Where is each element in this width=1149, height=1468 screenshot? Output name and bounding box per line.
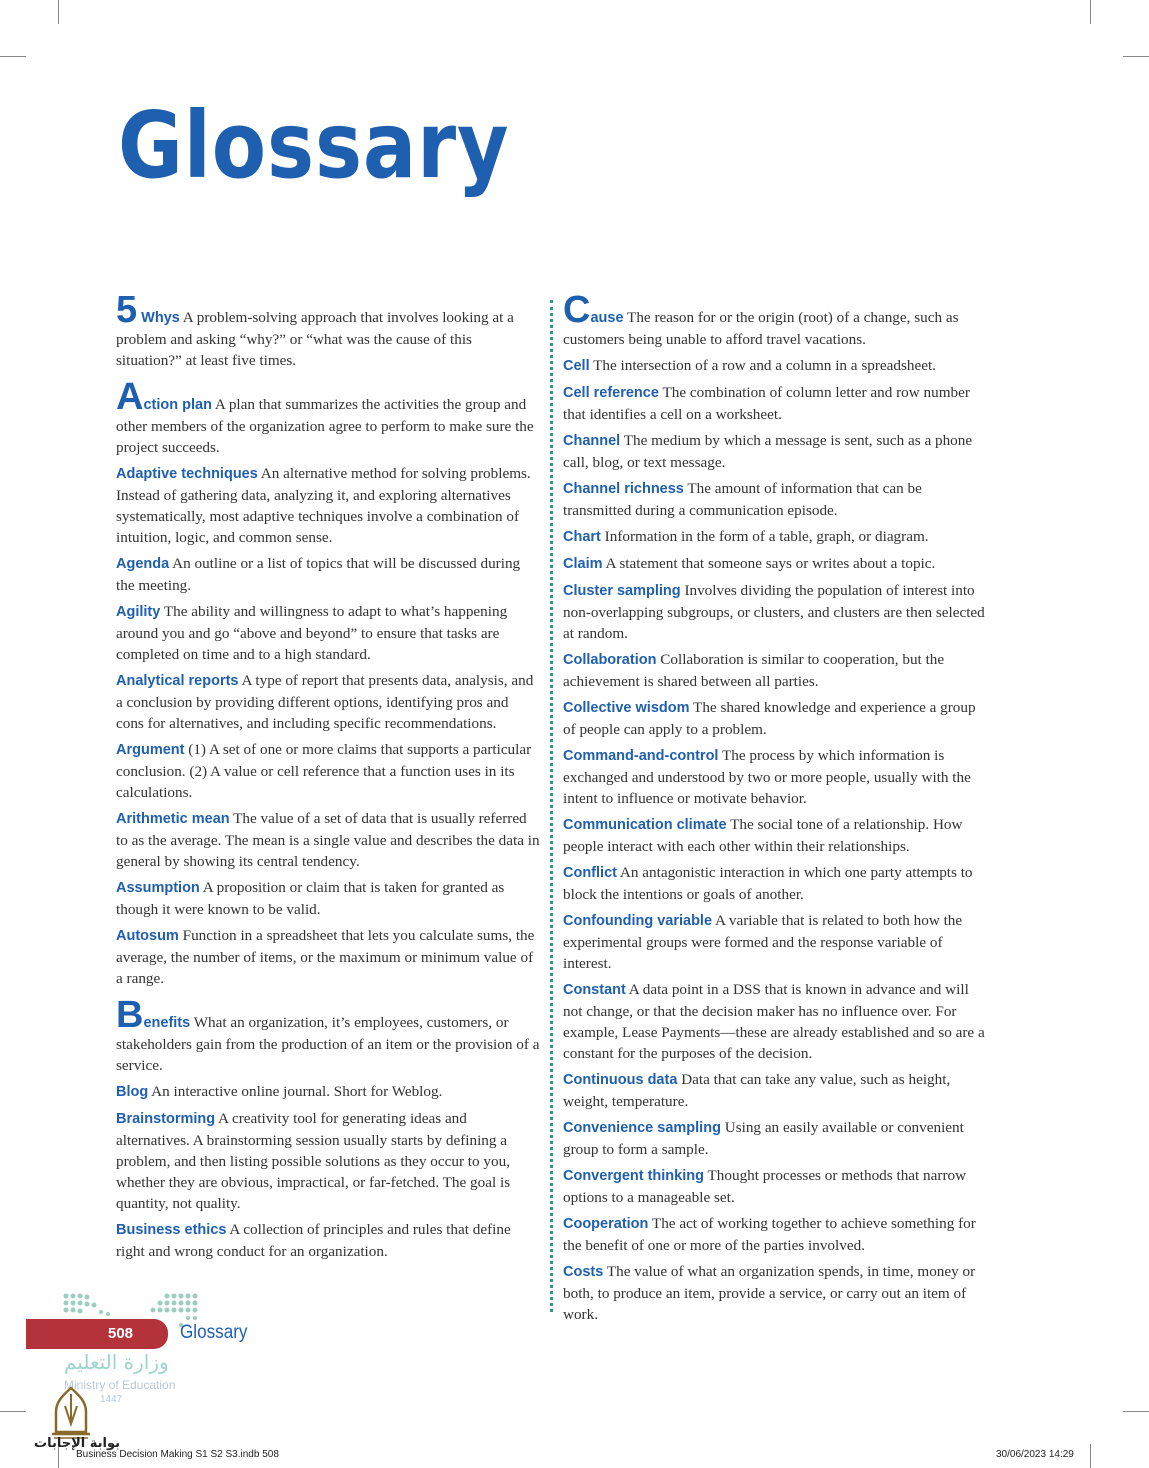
glossary-left-column (116, 289, 540, 1267)
glossary-entry (563, 1261, 988, 1325)
glossary-entry (116, 376, 540, 458)
glossary-definition: An alternative method for solving problems. Instead of gathering data, analyzing it, and exploring alternatives systematically, most adaptive techniques involve a combination of intuition, logic, and common sense. (116, 465, 531, 546)
glossary-entry (116, 925, 540, 989)
glossary-term: Autosum (116, 928, 179, 944)
glossary-definition: A creativity tool for generating ideas and alternatives. A brainstorming session usually starts by defining a problem, and then listing possible solutions as they occur to you, whether they are obvious, impractical, or far-fetched. The goal is quantity, not quality. (116, 1110, 511, 1212)
glossary-definition: A problem-solving approach that involves looking at a problem and asking “why?” or “what was the cause of this situation?” at least five times. (116, 309, 514, 369)
glossary-term: Analytical reports (116, 673, 239, 689)
glossary-definition: The combination of column letter and row number that identifies a cell on a worksheet. (563, 384, 970, 423)
glossary-definition: A proposition or claim that is taken for granted as though it were known to be valid. (116, 879, 505, 918)
glossary-entry (563, 814, 988, 857)
glossary-term: Collaboration (563, 652, 657, 668)
crop-mark (0, 56, 26, 57)
glossary-definition: The shared knowledge and experience a group of people can apply to a problem. (563, 699, 976, 738)
page-number-tab (26, 1319, 168, 1349)
section-initial-letter: A (116, 376, 144, 418)
glossary-term: Convenience sampling (563, 1120, 721, 1136)
glossary-definition: (1) A set of one or more claims that supports a particular conclusion. (2) A value or cell reference that a function uses in its calculations. (116, 741, 532, 801)
ministry-name-english: Ministry of Education (64, 1378, 176, 1392)
glossary-term: ause (590, 310, 624, 326)
glossary-definition: A collection of principles and rules that define right and wrong conduct for an organization. (116, 1221, 511, 1260)
glossary-term: Cluster sampling (563, 583, 681, 599)
glossary-entry (116, 670, 540, 734)
glossary-entry (116, 1219, 540, 1262)
glossary-term: Conflict (563, 865, 617, 881)
page-title: Glossary (118, 92, 510, 199)
glossary-right-column (563, 289, 988, 1330)
glossary-entry (116, 1081, 540, 1103)
print-slug-date: 30/06/2023 14:29 (996, 1449, 1074, 1460)
glossary-definition: The intersection of a row and a column in a spreadsheet. (589, 357, 936, 374)
glossary-definition: The ability and willingness to adapt to what’s happening around you and go “above and beyond” to ensure that tasks are completed on time and to a high standard. (116, 603, 508, 663)
glossary-term: Costs (563, 1264, 604, 1280)
glossary-term: ction plan (143, 397, 212, 413)
glossary-entry (563, 289, 988, 350)
glossary-term: Adaptive techniques (116, 466, 258, 482)
glossary-term: Confounding variable (563, 913, 713, 929)
glossary-definition: A variable that is related to both how the experimental groups were formed and the response variable of interest. (563, 912, 963, 972)
glossary-term: enefits (143, 1015, 191, 1031)
glossary-term: Business ethics (116, 1222, 227, 1238)
glossary-term: Assumption (116, 880, 200, 896)
glossary-entry (563, 553, 988, 575)
glossary-definition: An interactive online journal. Short for Weblog. (148, 1083, 443, 1100)
page-number: 508 (108, 1325, 134, 1342)
glossary-entry (563, 1165, 988, 1208)
glossary-definition: What an organization, it’s employees, customers, or stakeholders gain from the production of an item or the provision of a service. (116, 1014, 540, 1074)
section-initial-letter: B (116, 994, 144, 1036)
glossary-definition: An outline or a list of topics that will be discussed during the meeting. (116, 555, 521, 594)
glossary-term: Channel richness (563, 481, 684, 497)
glossary-term: Continuous data (563, 1072, 678, 1088)
glossary-entry (116, 739, 540, 803)
glossary-term: Cell (563, 358, 590, 374)
glossary-entry (563, 1117, 988, 1160)
glossary-definition: The value of what an organization spends, in time, money or both, to produce an item, provide a service, or carry out an item of work. (563, 1263, 976, 1323)
glossary-term: Agility (116, 604, 161, 620)
glossary-term: Claim (563, 556, 603, 572)
glossary-term: Collective wisdom (563, 700, 690, 716)
glossary-entry (563, 910, 988, 974)
crop-mark (0, 1411, 26, 1412)
glossary-entry (116, 463, 540, 548)
glossary-definition: The medium by which a message is sent, such as a phone call, blog, or text message. (563, 432, 973, 471)
glossary-entry (563, 580, 988, 644)
glossary-entry (563, 697, 988, 740)
glossary-entry (563, 382, 988, 425)
glossary-entry (116, 601, 540, 665)
crop-mark (1090, 1444, 1091, 1468)
glossary-definition: A type of report that presents data, analysis, and a conclusion by providing different options, identifying pros and cons for alternatives, and including specific recommendations. (116, 672, 534, 732)
glossary-entry (563, 862, 988, 905)
glossary-definition: A data point in a DSS that is known in advance and will not change, or that the decision maker has no influence over. For example, Lease Payments—these are already established and so are a constant for the purposes of the decision. (563, 981, 985, 1062)
ministry-name-arabic: وزارة التعليم (64, 1350, 169, 1374)
glossary-entry (563, 430, 988, 473)
glossary-definition: Function in a spreadsheet that lets you calculate sums, the average, the number of items, or the maximum or minimum value of a range. (116, 927, 535, 987)
glossary-term: Cell reference (563, 385, 659, 401)
glossary-term: Argument (116, 742, 185, 758)
glossary-entry (563, 1069, 988, 1112)
glossary-definition: Data that can take any value, such as height, weight, temperature. (563, 1071, 951, 1110)
ministry-year: 1447 (100, 1394, 123, 1405)
site-name-arabic: بوابة الإجابات (34, 1436, 120, 1451)
crop-mark (1090, 0, 1091, 24)
print-slug-file: Business Decision Making S1 S2 S3.indb 508 (76, 1449, 279, 1460)
glossary-term: Channel (563, 433, 621, 449)
glossary-entry (116, 877, 540, 920)
glossary-definition: Information in the form of a table, graph, or diagram. (600, 528, 929, 545)
glossary-definition: The amount of information that can be transmitted during a communication episode. (563, 480, 922, 519)
glossary-entry (563, 355, 988, 377)
page-section-label: Glossary (180, 1322, 248, 1343)
glossary-definition: The social tone of a relationship. How people interact with each other within their relationships. (563, 816, 963, 855)
glossary-term: Chart (563, 529, 601, 545)
glossary-entry (563, 526, 988, 548)
column-divider (550, 300, 553, 1312)
glossary-definition: The reason for or the origin (root) of a change, such as customers being unable to afford travel vacations. (563, 309, 959, 348)
glossary-definition: Involves dividing the population of interest into non-overlapping subgroups, or clusters, and clusters are then selected at random. (563, 582, 985, 642)
glossary-entry (116, 1108, 540, 1214)
glossary-term: Whys (137, 310, 180, 326)
glossary-definition: The value of a set of data that is usually referred to as the average. The mean is a single value and describes the data in general by showing its central tendency. (116, 810, 540, 870)
glossary-term: Command-and-control (563, 748, 719, 764)
glossary-term: Cooperation (563, 1216, 649, 1232)
glossary-entry (116, 808, 540, 872)
section-initial-letter: 5 (116, 289, 138, 331)
glossary-definition: The process by which information is exchanged and understood by two or more people, usually with the intent to influence or motivate behavior. (563, 747, 971, 807)
glossary-term: Blog (116, 1084, 149, 1100)
book-pen-logo-icon (48, 1386, 94, 1440)
glossary-entry (563, 1213, 988, 1256)
glossary-definition: The act of working together to achieve something for the benefit of one or more of the parties involved. (563, 1215, 976, 1254)
glossary-term: Communication climate (563, 817, 727, 833)
glossary-term: Convergent thinking (563, 1168, 704, 1184)
glossary-definition: Collaboration is similar to cooperation, but the achievement is shared between all parties. (563, 651, 945, 690)
glossary-term: Agenda (116, 556, 170, 572)
section-initial-letter: C (563, 289, 591, 331)
glossary-term: Brainstorming (116, 1111, 216, 1127)
crop-mark (58, 0, 59, 24)
glossary-entry (116, 289, 540, 371)
glossary-entry (563, 979, 988, 1064)
glossary-definition: A plan that summarizes the activities the group and other members of the organization agree to perform to make sure the project succeeds. (116, 396, 534, 456)
glossary-definition: Using an easily available or convenient group to form a sample. (563, 1119, 964, 1158)
glossary-entry (116, 553, 540, 596)
glossary-entry (563, 649, 988, 692)
crop-mark (1123, 56, 1149, 57)
glossary-term: Constant (563, 982, 626, 998)
glossary-entry (116, 994, 540, 1076)
glossary-entry (563, 478, 988, 521)
crop-mark (1123, 1411, 1149, 1412)
glossary-term: Arithmetic mean (116, 811, 230, 827)
glossary-entry (563, 745, 988, 809)
glossary-definition: A statement that someone says or writes about a topic. (602, 555, 936, 572)
glossary-definition: An antagonistic interaction in which one party attempts to block the intentions or goals of another. (563, 864, 973, 903)
glossary-definition: Thought processes or methods that narrow options to a manageable set. (563, 1167, 967, 1206)
